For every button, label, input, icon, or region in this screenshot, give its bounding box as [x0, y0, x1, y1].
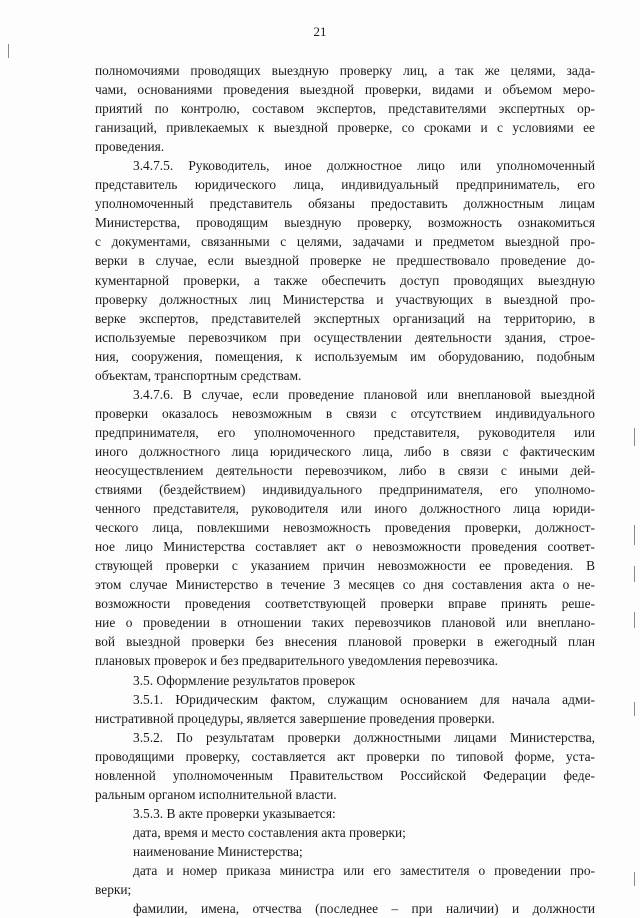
text-line: ганизаций, привлекаемых к выездной проверке, со сроками и с условиями ее: [95, 120, 595, 136]
text-line: кументарной проверки, а также обеспечить доступ проводящих выездную: [95, 272, 595, 288]
text-line: вой выездной проверки без внесения плановой проверки в ежегодный план: [95, 634, 595, 650]
text-line: 3.5.3. В акте проверки указывается:: [133, 805, 336, 821]
text-line: полномочиями проводящих выездную проверку лиц, а так же целями, зада-: [95, 63, 595, 78]
text-line: ческого лица, повлекшими невозможность проведения проверки, должност-: [95, 520, 595, 536]
scan-edge-mark: [634, 428, 635, 446]
text-line: 3.5.2. По результатам проверки должностными лицами Министерства,: [133, 729, 595, 745]
text-line: наименование Министерства;: [133, 843, 303, 859]
paragraph-p-item-date: [95, 823, 595, 842]
text-line: проведения.: [95, 139, 165, 155]
scan-edge-mark: [634, 872, 635, 886]
text-line: нистративной процедуры, является завершение проведения проверки.: [95, 710, 495, 726]
text-line: используемые перевозчиком при осуществлении деятельности здания, строе-: [95, 329, 595, 345]
text-line: 3.4.7.6. В случае, если проведение плановой или внеплановой выездной: [133, 386, 595, 402]
paragraph-p-3-5-2: [95, 728, 595, 804]
text-line: неосуществлением деятельности перевозчиком, либо в связи с иными дей-: [95, 462, 595, 478]
text-line: ние о проведении в отношении таких перевозчиков плановой или внеплано-: [95, 615, 595, 631]
paragraph-p-continued: [95, 61, 595, 156]
text-line: предпринимателя, его уполномоченного представителя, руководителя или: [95, 424, 595, 440]
text-line: ния, сооружения, помещения, к используемым им оборудованию, подобным: [95, 348, 595, 364]
text-line: представитель юридического лица, индивидуальный предприниматель, его: [95, 177, 595, 193]
text-line: 3.5.1. Юридическим фактом, служащим основанием для начала адми-: [133, 691, 595, 707]
paragraph-p-3-4-7-5: [95, 156, 595, 385]
paragraph-p-item-names: [95, 899, 595, 918]
paragraph-p-3-5: [95, 671, 595, 690]
text-line: дата и номер приказа министра или его заместителя о проведении про-: [133, 862, 595, 878]
text-line: ное лицо Министерства составляет акт о невозможности проведения соответ-: [95, 539, 595, 555]
paragraph-p-item-order: [95, 861, 595, 899]
scan-edge-mark: [634, 525, 635, 545]
text-line: проверки оказалось невозможным в связи с отсутствием индивидуального: [95, 405, 595, 421]
paragraph-p-item-name: [95, 842, 595, 861]
text-line: Министерства, проводящим выездную проверку, возможность ознакомиться: [95, 215, 595, 231]
text-line: верки;: [95, 882, 132, 898]
scan-edge-mark: [634, 566, 635, 582]
text-line: ральным органом исполнительной власти.: [95, 786, 337, 802]
paragraph-p-3-5-3: [95, 804, 595, 823]
text-line: дата, время и место составления акта проверки;: [133, 824, 406, 840]
text-line: иного должностного лица юридического лица, либо в связи с фактическим: [95, 443, 595, 459]
scan-edge-mark: [634, 702, 635, 716]
document-body: [95, 61, 595, 918]
text-line: проверку должностных лиц Министерства и участвующих в выездной про-: [95, 291, 595, 307]
text-line: плановых проверок и без предварительного уведомления перевозчика.: [95, 653, 499, 669]
scan-edge-mark: [634, 612, 635, 628]
text-line: с документами, связанными с целями, задачами и предметом выездной про-: [95, 234, 595, 250]
text-line: чами, основаниями проведения выездной проверки, видами и объемом меро-: [95, 82, 595, 98]
text-line: проводящими проверку, составляется акт проверки по типовой форме, уста-: [95, 748, 595, 764]
paragraph-p-3-5-1: [95, 690, 595, 728]
text-line: ченного представителя, руководителя или иного должностного лица юриди-: [95, 501, 595, 517]
text-line: объектам, транспортным средствам.: [95, 367, 302, 383]
paragraph-p-3-4-7-6: [95, 385, 595, 671]
page-number: 21: [313, 24, 327, 39]
scan-edge-mark: [8, 44, 9, 58]
text-line: этом случае Министерство в течение 3 месяцев со дня составления акта о не-: [95, 577, 595, 593]
text-line: приятий по контролю, составом экспертов, представителями экспертных ор-: [95, 101, 595, 117]
text-line: уполномоченный представитель обязаны предоставить должностным лицам: [95, 196, 595, 212]
text-line: 3.5. Оформление результатов проверок: [133, 672, 356, 688]
text-line: верки в случае, если выездной проверке не предшествовало проведение до-: [95, 253, 595, 269]
text-line: фамилии, имена, отчества (последнее – при наличии) и должности: [133, 901, 595, 917]
text-line: ствиями (бездействием) индивидуального предпринимателя, его уполномо-: [95, 482, 595, 498]
text-line: возможности проведения соответствующей проверки вправе принять реше-: [95, 596, 595, 612]
text-line: новленной уполномоченным Правительством Российской Федерации феде-: [95, 767, 595, 783]
text-line: верке экспертов, представителей экспертных организаций на территорию, в: [95, 310, 595, 326]
text-line: 3.4.7.5. Руководитель, иное должностное лицо или уполномоченный: [133, 158, 595, 174]
text-line: ствующей проверки с указанием причин невозможности ее проведения. В: [95, 558, 595, 574]
